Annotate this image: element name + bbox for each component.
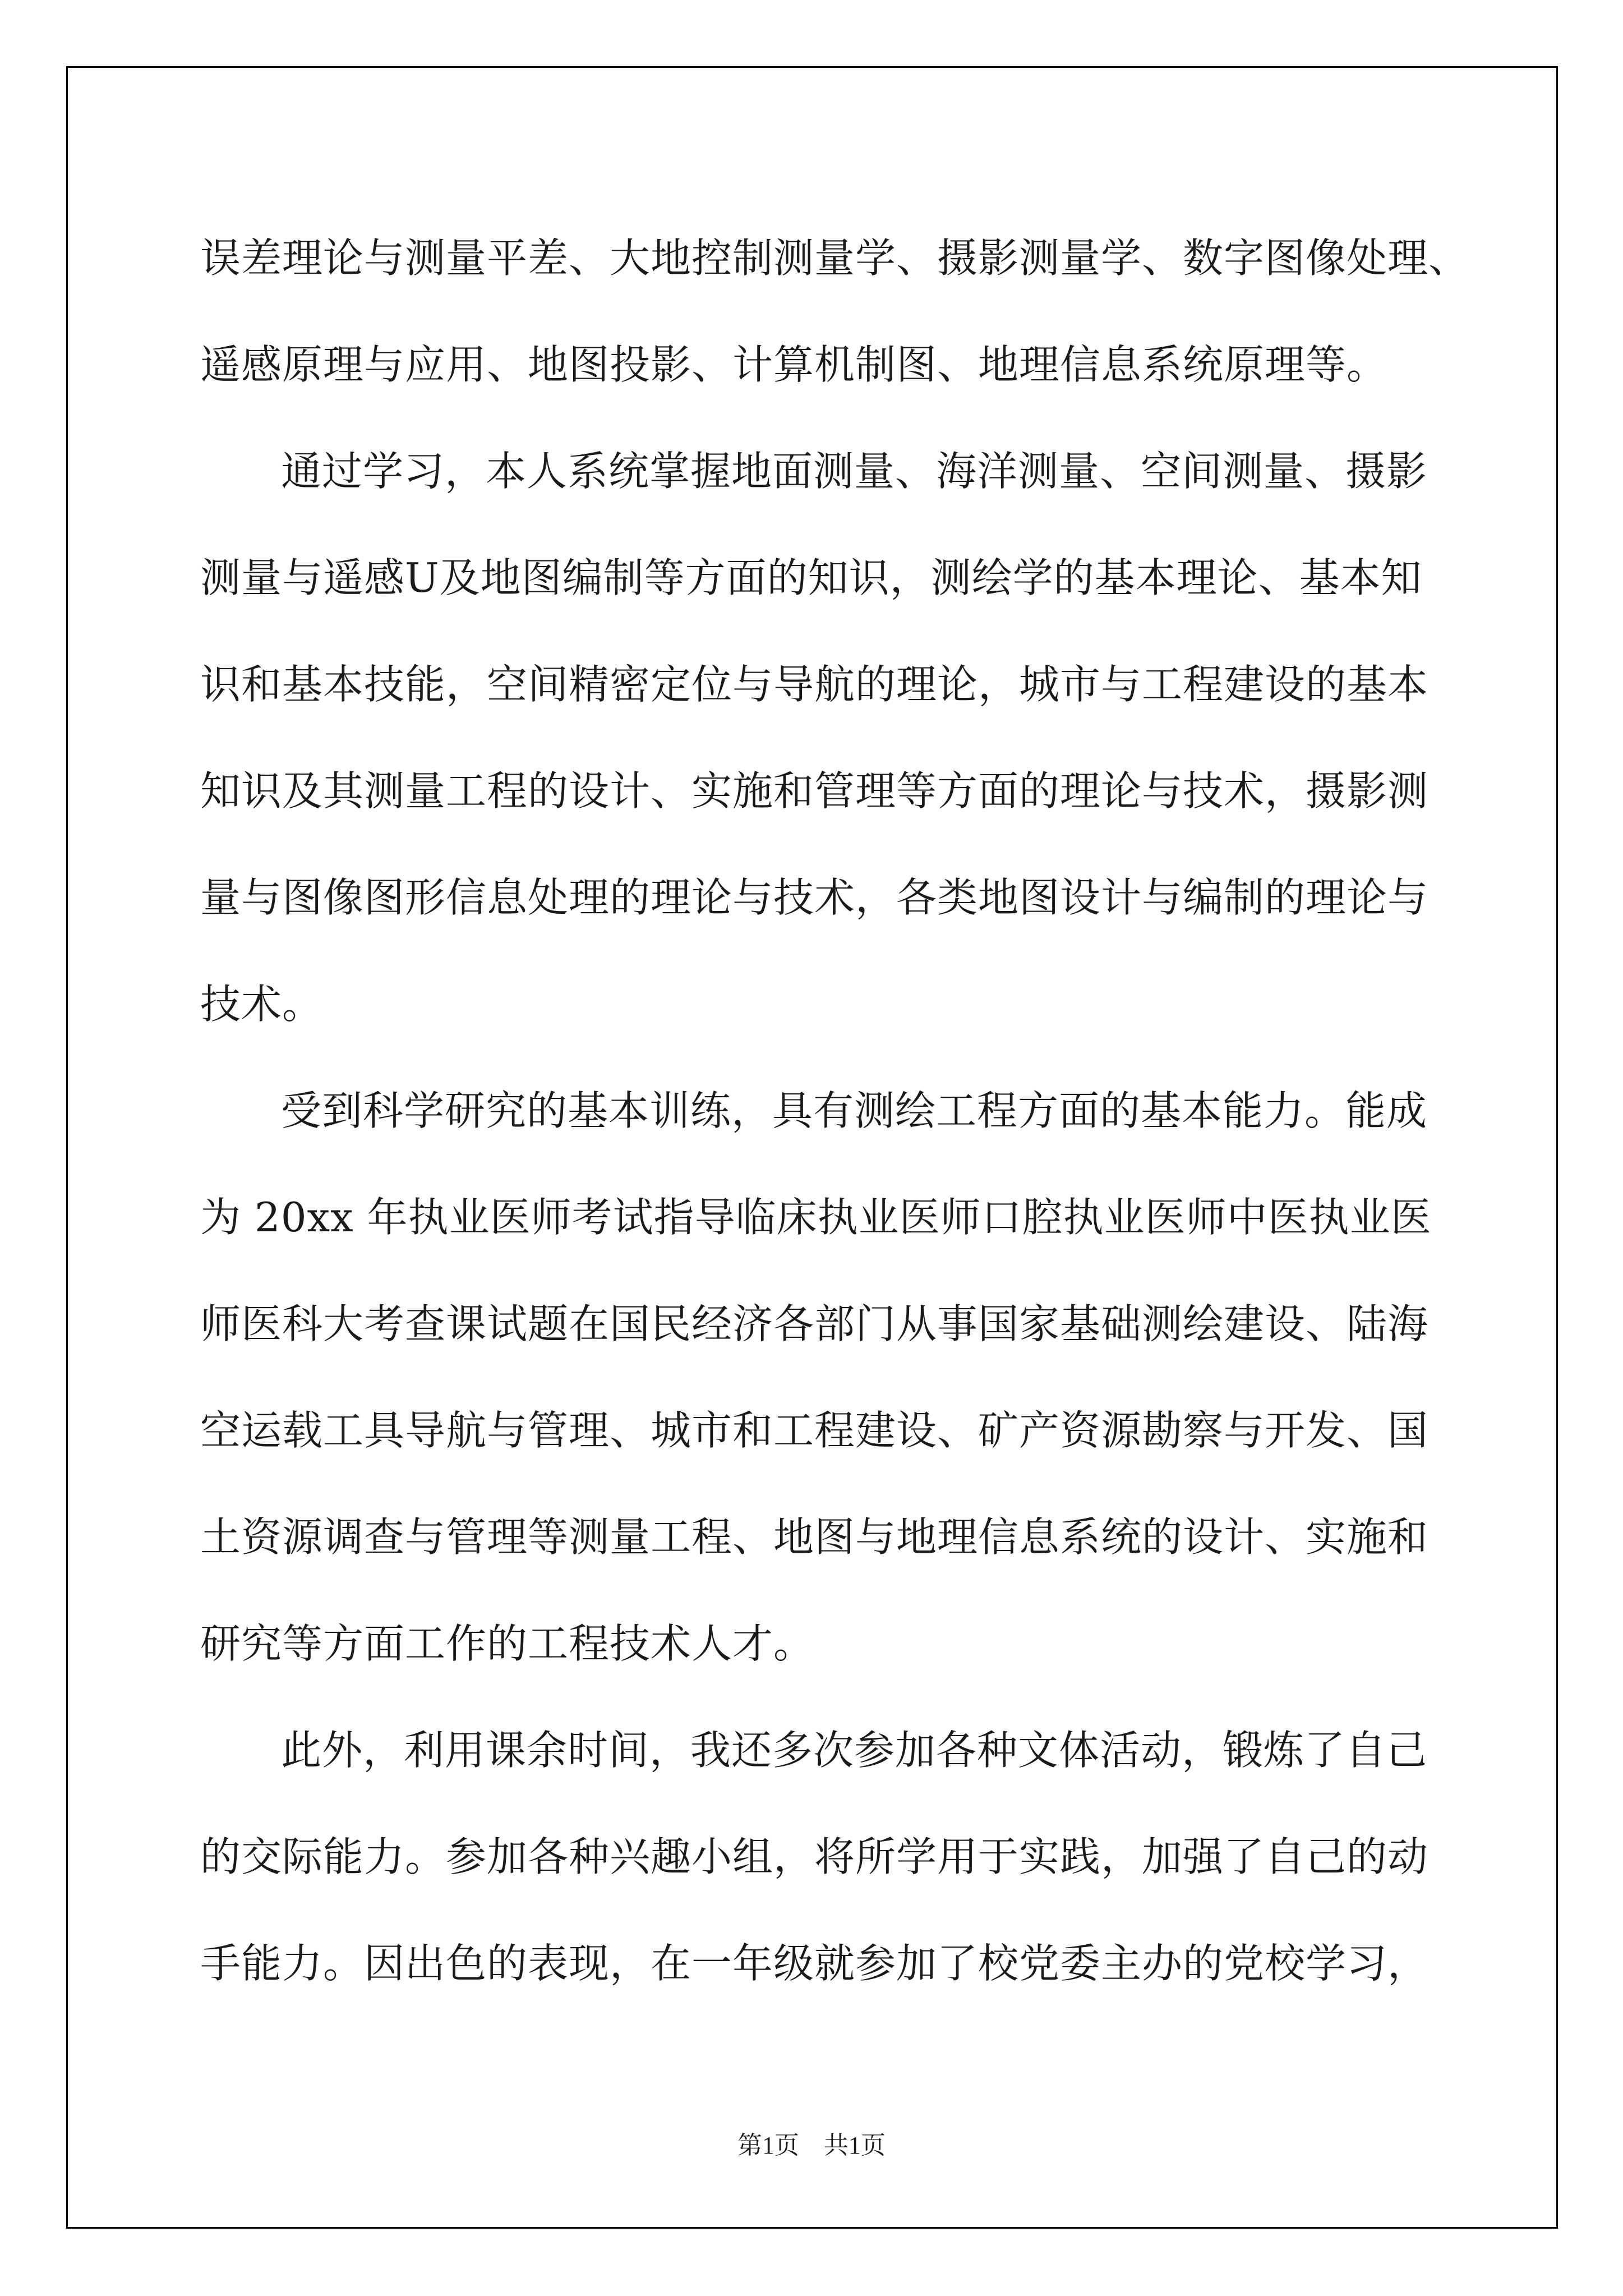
text-line: 空运载工具导航与管理、城市和工程建设、矿产资源勘察与开发、国 [200,1407,1429,1454]
paragraph-3 [200,1057,1431,1697]
text-line: 的交际能力。参加各种兴趣小组，将所学用于实践，加强了自己的动 [200,1833,1429,1880]
page-total-label: 共1页 [824,2132,886,2159]
text-line: 量与图像图形信息处理的理论与技术，各类地图设计与编制的理论与 [200,874,1429,921]
page-footer [0,2129,1623,2162]
text-line: 测量与遥感U及地图编制等方面的知识，测绘学的基本理论、基本知 [200,554,1422,601]
paragraph-4 [200,1697,1431,2017]
text-line: 知识及其测量工程的设计、实施和管理等方面的理论与技术，摄影测 [200,767,1429,815]
text-line: 研究等方面工作的工程技术人才。 [200,1620,815,1667]
paragraph-1 [200,205,1470,418]
text-line: 土资源调查与管理等测量工程、地图与地理信息系统的设计、实施和 [200,1513,1429,1561]
text-line: 技术。 [200,981,324,1028]
text-line: 手能力。因出色的表现，在一年级就参加了校党委主办的党校学习， [200,1940,1429,1987]
text-line: 此外，利用课余时间，我还多次参加各种文体活动，锻炼了自己 [281,1727,1428,1774]
document-body [200,205,1470,2017]
text-line: 遥感原理与应用、地图投影、计算机制图、地理信息系统原理等。 [200,341,1388,388]
text-line: 受到科学研究的基本训练，具有测绘工程方面的基本能力。能成 [281,1087,1428,1134]
text-line: 为 20xx 年执业医师考试指导临床执业医师口腔执业医师中医执业医 [200,1194,1432,1241]
text-line: 通过学习，本人系统掌握地面测量、海洋测量、空间测量、摄影 [281,448,1428,495]
text-line: 误差理论与测量平差、大地控制测量学、摄影测量学、数字图像处理、 [200,234,1470,282]
page-number-label: 第1页 [737,2132,799,2159]
paragraph-2 [200,418,1431,1057]
text-line: 识和基本技能，空间精密定位与导航的理论，城市与工程建设的基本 [200,661,1429,708]
text-line: 师医科大考查课试题在国民经济各部门从事国家基础测绘建设、陆海 [200,1300,1429,1347]
